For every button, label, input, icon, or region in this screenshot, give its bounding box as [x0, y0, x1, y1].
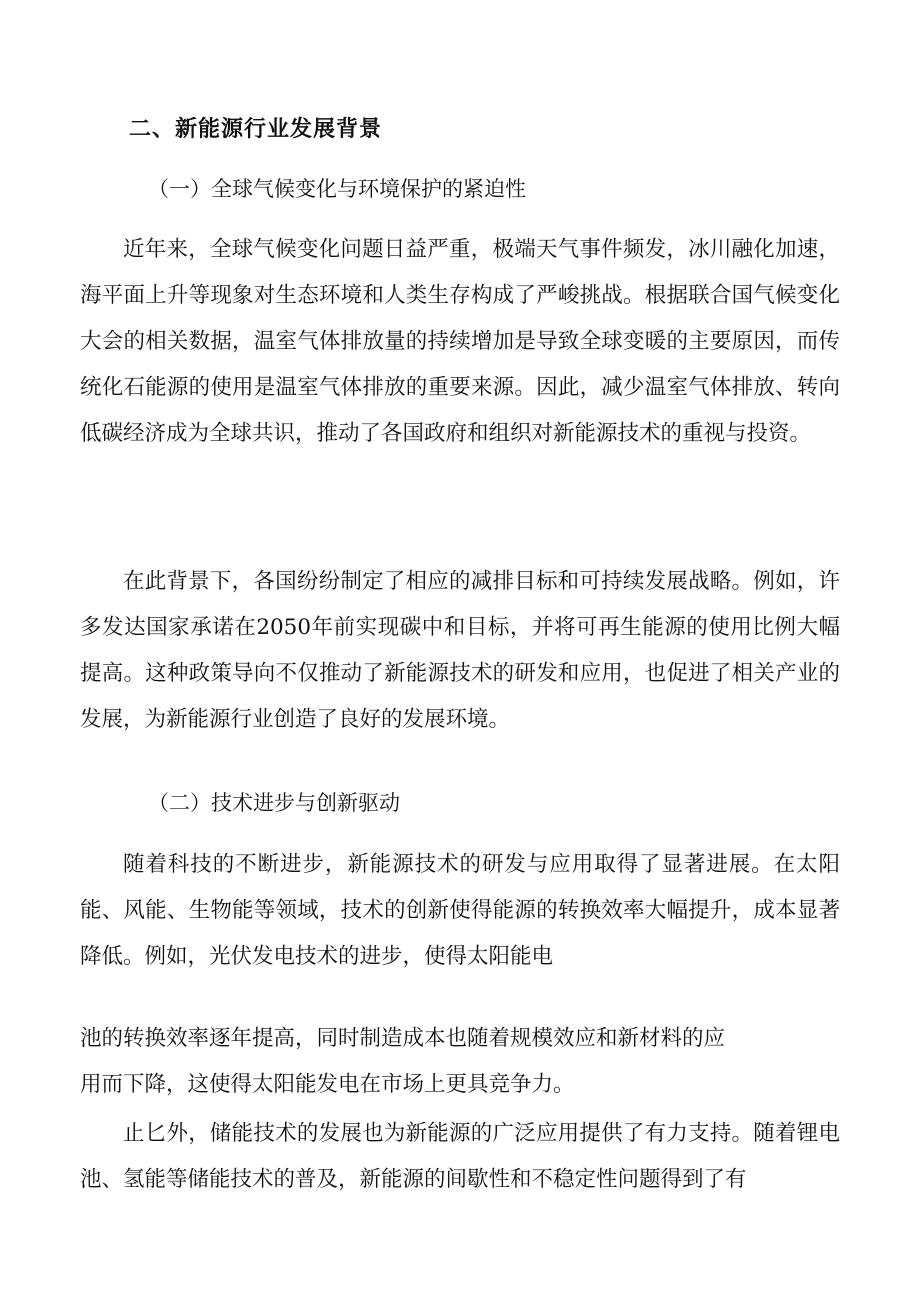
paragraph-4: 止匕外，储能技术的发展也为新能源的广泛应用提供了有力支持。随着锂电池、氢能等储能技术的普及，新能源的间歇性和不稳定性问题得到了有	[80, 1121, 840, 1192]
section-title: 二、新能源行业发展背景	[129, 117, 383, 142]
paragraph-3: 随着科技的不断进步，新能源技术的研发与应用取得了显著进展。在太阳能、风能、生物能等领域，技术的创新使得能源的转换效率大幅提升，成本显著降低。例如，光伏发电技术的进步，使得太阳能电	[80, 852, 840, 969]
subsection-title-2: （二）技术进步与创新驱动	[148, 791, 400, 815]
paragraph-3-line-3: 用而下降，这使得太阳能发电在市场上更具竞争力。	[80, 1072, 575, 1097]
paragraph-2: 在此背景下，各国纷纷制定了相应的减排目标和可持续发展战略。例如，许多发达国家承诺在2050年前实现碳中和目标，并将可再生能源的使用比例大幅提高。这种政策导向不仅推动了新能源技术的研发和应用，也促进了相关产业的发展，为新能源行业创造了良好的发展环境。	[80, 569, 840, 732]
subsection-title-1: （一）全球气候变化与环境保护的紧迫性	[148, 177, 526, 201]
paragraph-1: 近年来，全球气候变化问题日益严重，极端天气事件频发，冰川融化加速，海平面上升等现象对生态环境和人类生存构成了严峻挑战。根据联合国气候变化大会的相关数据，温室气体排放量的持续增加是导致全球变暖的主要原因，而传统化石能源的使用是温室气体排放的重要来源。因此，减少温室气体排放、转向低碳经济成为全球共识，推动了各国政府和组织对新能源技术的重视与投资。	[80, 237, 840, 446]
paragraph-3-line-2: 池的转换效率逐年提高，同时制造成本也随着规模效应和新材料的应	[80, 1026, 726, 1051]
